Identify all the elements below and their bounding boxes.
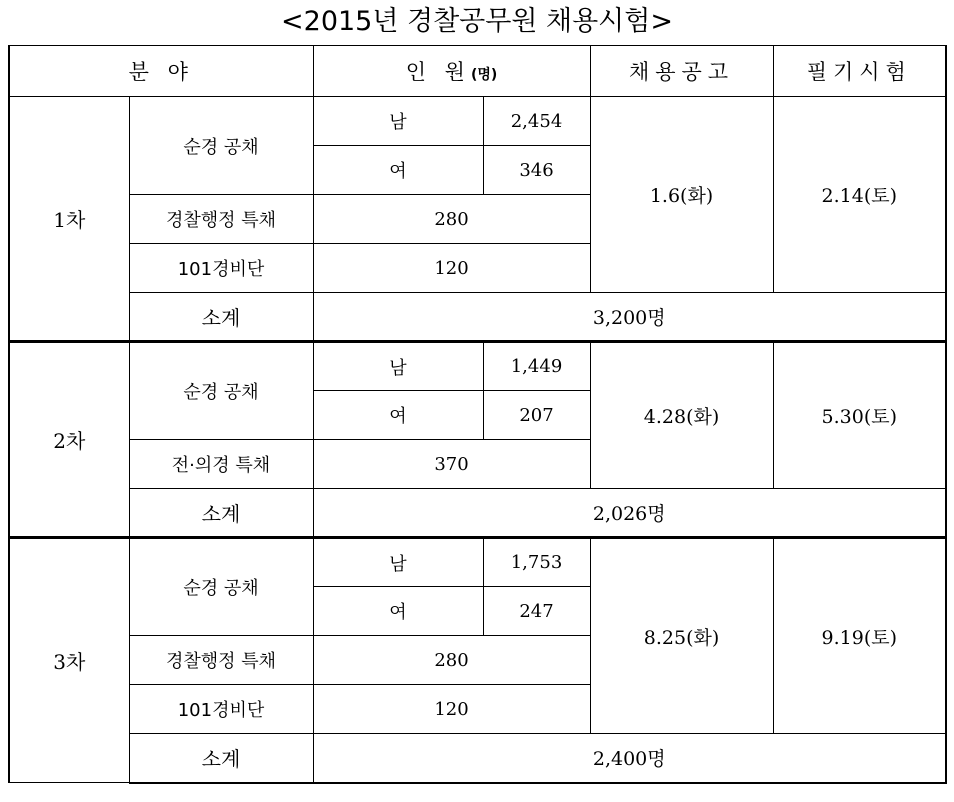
count-value: 207 (483, 391, 590, 440)
category-label: 전·의경 특채 (129, 440, 313, 489)
category-label: 순경 공채 (129, 342, 313, 440)
gender-label: 여 (313, 587, 483, 636)
count-value: 2,454 (483, 97, 590, 146)
count-value: 247 (483, 587, 590, 636)
table-row (9, 97, 946, 146)
gender-label: 남 (313, 342, 483, 391)
gender-label: 여 (313, 146, 483, 195)
stage-label: 3차 (9, 538, 129, 783)
header-announcement: 채용공고 (590, 46, 773, 97)
count-value: 120 (313, 244, 590, 293)
header-personnel-unit: (명) (470, 67, 498, 83)
subtotal-label: 소계 (129, 293, 313, 342)
count-value: 120 (313, 685, 590, 734)
subtotal-value: 3,200명 (313, 293, 946, 342)
gender-label: 남 (313, 538, 483, 587)
header-personnel (313, 46, 590, 97)
subtotal-row (9, 293, 946, 342)
subtotal-row (9, 734, 946, 783)
gender-label: 여 (313, 391, 483, 440)
recruitment-table (8, 45, 947, 784)
page-title: <2015년 경찰공무원 채용시험> (281, 6, 673, 37)
subtotal-label: 소계 (129, 489, 313, 538)
count-value: 1,753 (483, 538, 590, 587)
subtotal-label: 소계 (129, 734, 313, 783)
category-label: 경찰행정 특채 (129, 195, 313, 244)
gender-label: 남 (313, 97, 483, 146)
category-label: 순경 공채 (129, 97, 313, 195)
announcement-date: 1.6(화) (590, 97, 773, 293)
table-row (9, 342, 946, 391)
count-value: 280 (313, 195, 590, 244)
count-value: 280 (313, 636, 590, 685)
category-label: 경찰행정 특채 (129, 636, 313, 685)
announcement-date: 4.28(화) (590, 342, 773, 489)
category-label: 101경비단 (129, 685, 313, 734)
announcement-date: 8.25(화) (590, 538, 773, 734)
subtotal-value: 2,026명 (313, 489, 946, 538)
count-value: 346 (483, 146, 590, 195)
header-row (9, 46, 946, 97)
header-personnel-label: 인 원 (405, 60, 471, 84)
exam-date: 2.14(토) (773, 97, 946, 293)
table-row (9, 538, 946, 587)
exam-date: 5.30(토) (773, 342, 946, 489)
category-label: 101경비단 (129, 244, 313, 293)
exam-date: 9.19(토) (773, 538, 946, 734)
header-field: 분 야 (9, 46, 313, 97)
header-written-exam: 필기시험 (773, 46, 946, 97)
count-value: 1,449 (483, 342, 590, 391)
stage-label: 2차 (9, 342, 129, 538)
subtotal-row (9, 489, 946, 538)
subtotal-value: 2,400명 (313, 734, 946, 783)
count-value: 370 (313, 440, 590, 489)
category-label: 순경 공채 (129, 538, 313, 636)
stage-label: 1차 (9, 97, 129, 342)
